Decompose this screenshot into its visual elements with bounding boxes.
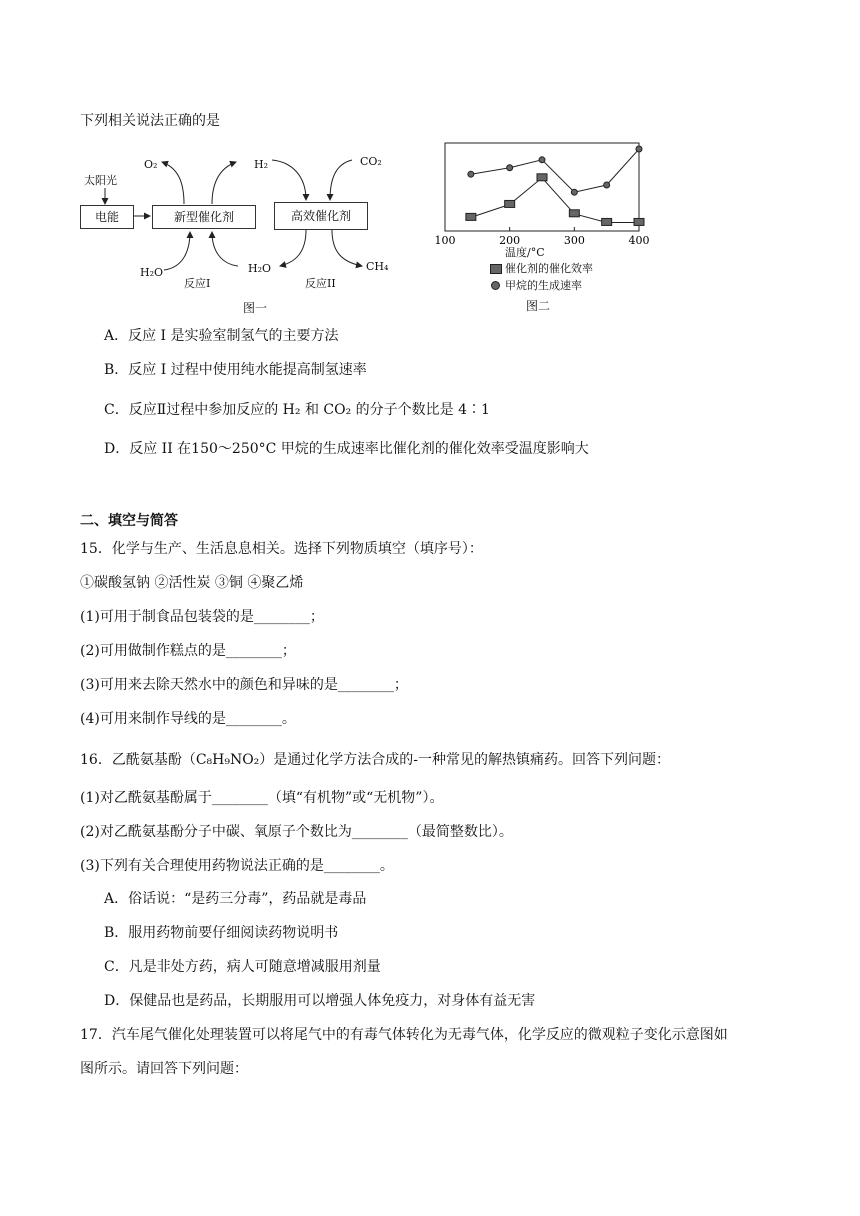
reaction-1-label: 反应I: [184, 277, 211, 290]
point-square-1: [505, 200, 515, 207]
intro-text: 下列相关说法正确的是: [80, 113, 220, 129]
q14-option-a: A．反应 I 是实验室制氢气的主要方法: [104, 328, 339, 344]
q16-option-b: B．服用药物前要仔细阅读药物说明书: [104, 925, 339, 941]
point-square-4: [602, 218, 612, 225]
q17-line-1: 17．汽车尾气催化处理装置可以将尾气中的有毒气体转化为无毒气体，化学反应的微观粒子变化示意图如: [80, 1027, 728, 1043]
q15-choices: ①碳酸氢钠 ②活性炭 ③铜 ④聚乙烯: [80, 575, 304, 591]
legend-square-label: 催化剂的催化效率: [505, 262, 593, 275]
q16-item-1: (1)对乙酰氨基酚属于________（填“有机物”或“无机物”）。: [80, 790, 444, 806]
series-line-square: [471, 178, 639, 223]
q14-option-d: D．反应 II 在150～250°C 甲烷的生成速率比催化剂的催化效率受温度影响大: [104, 441, 589, 457]
co2-label: CO₂: [360, 155, 382, 168]
h2-label: H₂: [254, 158, 269, 171]
o2-label: O₂: [144, 158, 158, 171]
sunlight-label: 太阳光: [84, 174, 117, 187]
legend-circle-marker: [491, 281, 500, 290]
legend-square-marker: [490, 264, 502, 274]
section-2-heading: 二、填空与简答: [80, 513, 178, 529]
point-square-2: [537, 174, 547, 181]
x-tick-label-300: 300: [563, 234, 585, 247]
q16-option-a: A．俗话说：“是药三分毒”，药品就是毒品: [104, 891, 367, 907]
q16-option-c: C．凡是非处方药，病人可随意增减服用剂量: [104, 959, 381, 975]
figure-1-caption: 图一: [243, 301, 268, 315]
x-tick-label-400: 400: [628, 234, 650, 247]
point-circle-1: [507, 165, 513, 171]
legend-circle-label: 甲烷的生成速率: [505, 279, 582, 292]
q17-line-2: 图所示。请回答下列问题：: [80, 1061, 248, 1077]
q16-stem: 16．乙酰氨基酚（C₈H₉NO₂）是通过化学方法合成的-一种常见的解热镇痛药。回答下列问题：: [80, 752, 671, 768]
point-square-5: [634, 218, 644, 225]
point-circle-5: [636, 146, 642, 152]
q16-option-d: D．保健品也是药品，长期服用可以增强人体免疫力，对身体有益无害: [104, 993, 536, 1009]
reaction-2-label: 反应II: [305, 277, 336, 290]
x-axis-label: 温度/°C: [505, 246, 545, 259]
point-circle-2: [539, 157, 545, 163]
q14-option-b: B．反应 I 过程中使用纯水能提高制氢速率: [104, 362, 367, 378]
x-tick-label-200: 200: [499, 234, 521, 247]
point-circle-0: [468, 171, 474, 177]
q16-item-2: (2)对乙酰氨基酚分子中碳、氧原子个数比为________（最简整数比）。: [80, 824, 513, 840]
figure-2-caption: 图二: [526, 299, 551, 313]
point-square-3: [569, 210, 579, 217]
h2o-right-label: H₂O: [248, 262, 272, 275]
q15-item-3: (3)可用来去除天然水中的颜色和异味的是________；: [80, 677, 408, 693]
q15-stem: 15．化学与生产、生活息息相关。选择下列物质填空（填序号）：: [80, 541, 483, 557]
q14-option-c: C．反应Ⅱ过程中参加反应的 H₂ 和 CO₂ 的分子个数比是 4∶1: [104, 402, 490, 418]
new-catalyst-box: 新型催化剂: [152, 205, 256, 229]
q15-item-2: (2)可用做制作糕点的是________；: [80, 643, 296, 659]
electric-energy-box: 电能: [80, 205, 134, 229]
h2o-left-label: H₂O: [140, 266, 164, 279]
point-square-0: [466, 213, 476, 220]
efficient-catalyst-box: 高效催化剂: [274, 202, 368, 230]
x-tick-label-100: 100: [434, 234, 456, 247]
series-line-circle: [471, 149, 639, 192]
q15-item-1: (1)可用于制食品包装袋的是________；: [80, 609, 324, 625]
q15-item-4: (4)可用来制作导线的是________。: [80, 711, 296, 727]
ch4-label: CH₄: [366, 260, 389, 273]
q16-item-3: (3)下列有关合理使用药物说法正确的是________。: [80, 858, 394, 874]
point-circle-3: [571, 189, 577, 195]
point-circle-4: [604, 182, 610, 188]
